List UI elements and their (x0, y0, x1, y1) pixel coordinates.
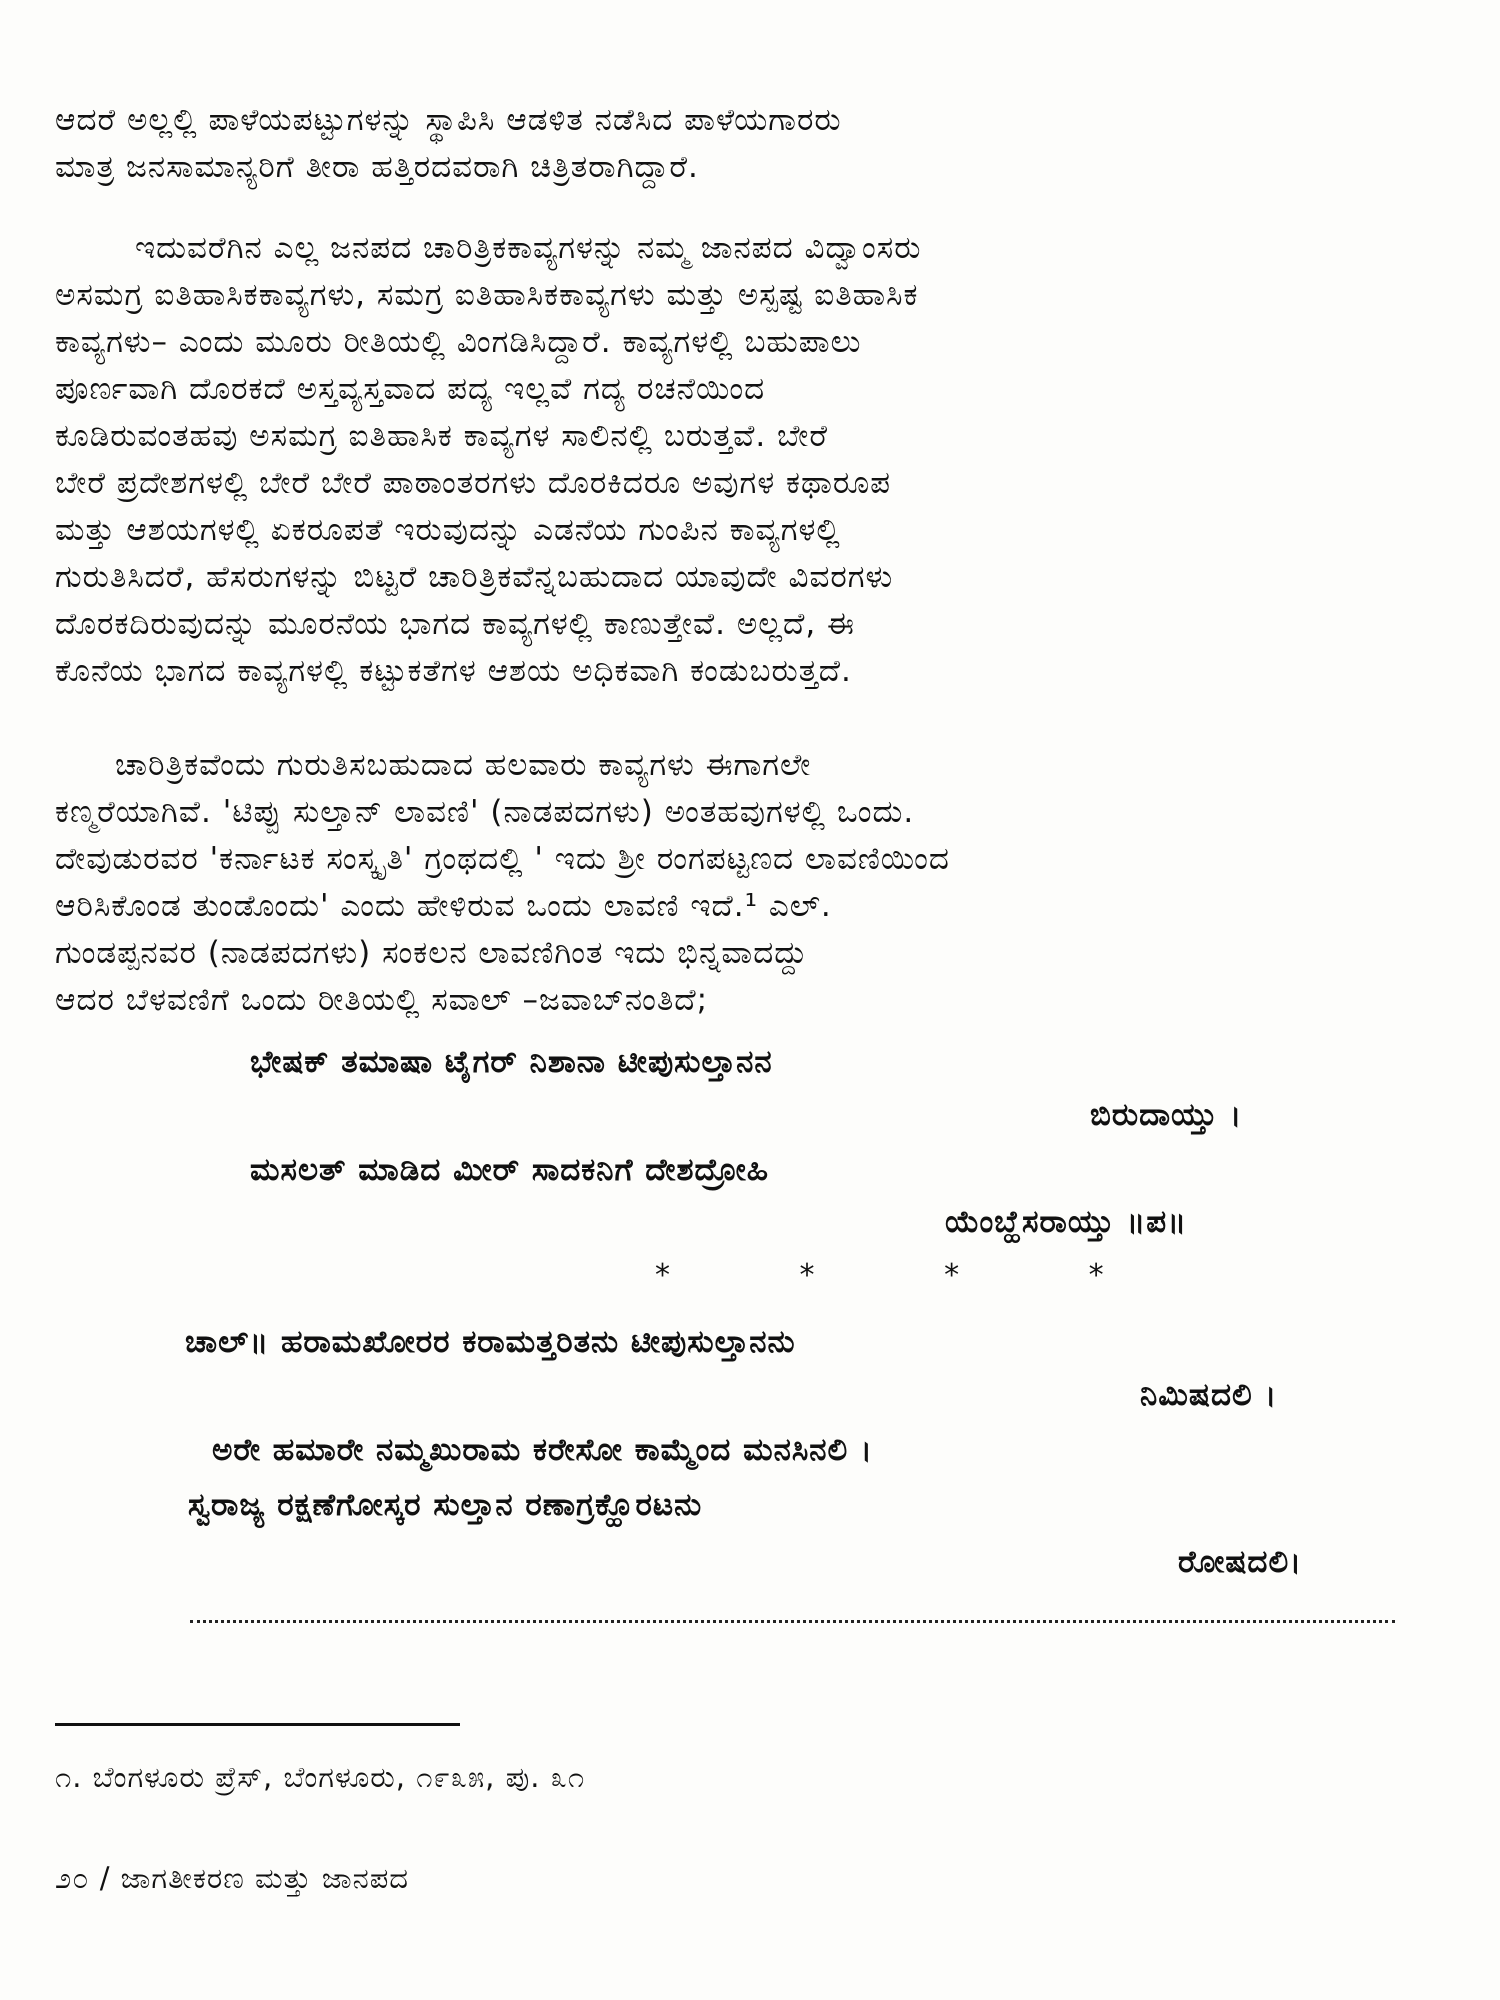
paragraph-3-line: ದೇವುಡುರವರ 'ಕರ್ನಾಟಕ ಸಂಸ್ಕೃತಿ' ಗ್ರಂಥದಲ್ಲಿ ' ಇದು ಶ್ರೀ ರಂಗಪಟ್ಟಣದ ಲಾವಣಿಯಿಂದ (55, 841, 950, 877)
verse-1-line-3: ಮಸಲತ್ ಮಾಡಿದ ಮೀರ್ ಸಾದಕನಿಗೆ ದೇಶದ್ರೋಹಿ (250, 1152, 770, 1188)
paragraph-3-line: ಚಾರಿತ್ರಿಕವೆಂದು ಗುರುತಿಸಬಹುದಾದ ಹಲವಾರು ಕಾವ್ಯಗಳು ಈಗಾಗಲೇ (115, 747, 812, 783)
paragraph-2-line: ಪೂರ್ಣವಾಗಿ ದೊರಕದೆ ಅಸ್ತವ್ಯಸ್ತವಾದ ಪದ್ಯ ಇಲ್ಲವೆ ಗದ್ಯ ರಚನೆಯಿಂದ (55, 371, 766, 407)
dotted-rule (190, 1620, 1395, 1623)
paragraph-1-line: ಆದರೆ ಅಲ್ಲಲ್ಲಿ ಪಾಳೆಯಪಟ್ಟುಗಳನ್ನು ಸ್ಥಾಪಿಸಿ ಆಡಳಿತ ನಡೆಸಿದ ಪಾಳೆಯಗಾರರು (55, 102, 842, 138)
paragraph-2-line: ಮತ್ತು ಆಶಯಗಳಲ್ಲಿ ಏಕರೂಪತೆ ಇರುವುದನ್ನು ಎಡನೆಯ ಗುಂಪಿನ ಕಾವ್ಯಗಳಲ್ಲಿ (55, 512, 841, 548)
paragraph-1 (55, 97, 1445, 191)
verse-2-line-2: ನಿಮಿಷದಲಿ । (1140, 1377, 1278, 1413)
verse-1-line-4: ಯೆಂಬ್ಹೆಸರಾಯ್ತು ॥ಪ॥ (945, 1204, 1187, 1240)
paragraph-3-line: ಗುಂಡಪ್ಪನವರ (ನಾಡಪದಗಳು) ಸಂಕಲನ ಲಾವಣಿಗಿಂತ ಇದು ಭಿನ್ನವಾದದ್ದು (55, 935, 808, 971)
verse-1-line-1: ಭೇಷಕ್ ತಮಾಷಾ ಟೈಗರ್ ನಿಶಾನಾ ಟೀಪುಸುಲ್ತಾನನ (250, 1044, 773, 1080)
paragraph-2-line: ಬೇರೆ ಪ್ರದೇಶಗಳಲ್ಲಿ ಬೇರೆ ಬೇರೆ ಪಾಠಾಂತರಗಳು ದೊರಕಿದರೂ ಅವುಗಳ ಕಥಾರೂಪ (55, 465, 891, 501)
paragraph-2-line: ಇದುವರೆಗಿನ ಎಲ್ಲ ಜನಪದ ಚಾರಿತ್ರಿಕಕಾವ್ಯಗಳನ್ನು ನಮ್ಮ ಜಾನಪದ ವಿದ್ವಾಂಸರು (135, 230, 922, 266)
paragraph-3-line: ಆರಿಸಿಕೊಂಡ ತುಂಡೊಂದು' ಎಂದು ಹೇಳಿರುವ ಒಂದು ಲಾವಣಿ ಇದೆ.¹ ಎಲ್. (55, 888, 832, 924)
verse-2-line-5: ರೋಷದಲಿ। (1178, 1544, 1302, 1580)
paragraph-3 (55, 742, 1445, 1024)
paragraph-2-line: ದೊರಕದಿರುವುದನ್ನು ಮೂರನೆಯ ಭಾಗದ ಕಾವ್ಯಗಳಲ್ಲಿ ಕಾಣುತ್ತೇವೆ. ಅಲ್ಲದೆ, ಈ (55, 606, 855, 642)
footnote: ೧. ಬೆಂಗಳೂರು ಪ್ರೆಸ್, ಬೆಂಗಳೂರು, ೧೯೩೫, ಪು. ೩೧ (55, 1760, 586, 1794)
paragraph-2-line: ಕಾವ್ಯಗಳು– ಎಂದು ಮೂರು ರೀತಿಯಲ್ಲಿ ವಿಂಗಡಿಸಿದ್ದಾರೆ. ಕಾವ್ಯಗಳಲ್ಲಿ ಬಹುಪಾಲು (55, 324, 862, 360)
paragraph-2-line: ಗುರುತಿಸಿದರೆ, ಹೆಸರುಗಳನ್ನು ಬಿಟ್ಟರೆ ಚಾರಿತ್ರಿಕವೆನ್ನಬಹುದಾದ ಯಾವುದೇ ವಿವರಗಳು (55, 559, 894, 595)
verse-2-line-3: ಅರೇ ಹಮಾರೇ ನಮ್ಮಖುರಾಮ ಕರೇಸೋ ಕಾಮ್ಮೆಂದ ಮನಸಿನಲಿ । (212, 1432, 873, 1468)
paragraph-3-line: ಆದರ ಬೆಳವಣಿಗೆ ಒಂದು ರೀತಿಯಲ್ಲಿ ಸವಾಲ್ –ಜವಾಬ್‌ನಂತಿದೆ; (55, 982, 709, 1018)
paragraph-3-line: ಕಣ್ಮರೆಯಾಗಿವೆ. 'ಟಿಪ್ಪು ಸುಲ್ತಾನ್ ಲಾವಣಿ' (ನಾಡಪದಗಳು) ಅಂತಹವುಗಳಲ್ಲಿ ಒಂದು. (55, 794, 915, 830)
page-folio: ೨೦ / ಜಾಗತೀಕರಣ ಮತ್ತು ಜಾನಪದ (55, 1861, 410, 1895)
paragraph-1-line: ಮಾತ್ರ ಜನಸಾಮಾನ್ಯರಿಗೆ ತೀರಾ ಹತ್ತಿರದವರಾಗಿ ಚಿತ್ರಿತರಾಗಿದ್ದಾರೆ. (55, 149, 699, 185)
footnote-rule (55, 1723, 460, 1726)
verse-1-line-2: ಬಿರುದಾಯ್ತು । (1090, 1097, 1243, 1133)
paragraph-2-line: ಅಸಮಗ್ರ ಐತಿಹಾಸಿಕಕಾವ್ಯಗಳು, ಸಮಗ್ರ ಐತಿಹಾಸಿಕಕಾವ್ಯಗಳು ಮತ್ತು ಅಸ್ಪಷ್ಟ ಐತಿಹಾಸಿಕ (55, 277, 919, 313)
section-separator: * * * * (655, 1258, 1164, 1293)
paragraph-2 (55, 225, 1445, 695)
paragraph-2-line: ಕೊನೆಯ ಭಾಗದ ಕಾವ್ಯಗಳಲ್ಲಿ ಕಟ್ಟುಕತೆಗಳ ಆಶಯ ಅಧಿಕವಾಗಿ ಕಂಡುಬರುತ್ತದೆ. (55, 653, 852, 689)
verse-2-line-4: ಸ್ವರಾಜ್ಯ ರಕ್ಷಣೆಗೋಸ್ಕರ ಸುಲ್ತಾನ ರಣಾಗ್ರಕ್ಹೊರಟನು (188, 1487, 703, 1523)
verse-2-line-1: ಚಾಲ್॥ ಹರಾಮಖೋರರ ಕರಾಮತ್ತರಿತನು ಟೀಪುಸುಲ್ತಾನನು (185, 1324, 796, 1360)
paragraph-2-line: ಕೂಡಿರುವಂತಹವು ಅಸಮಗ್ರ ಐತಿಹಾಸಿಕ ಕಾವ್ಯಗಳ ಸಾಲಿನಲ್ಲಿ ಬರುತ್ತವೆ. ಬೇರೆ (55, 418, 829, 454)
